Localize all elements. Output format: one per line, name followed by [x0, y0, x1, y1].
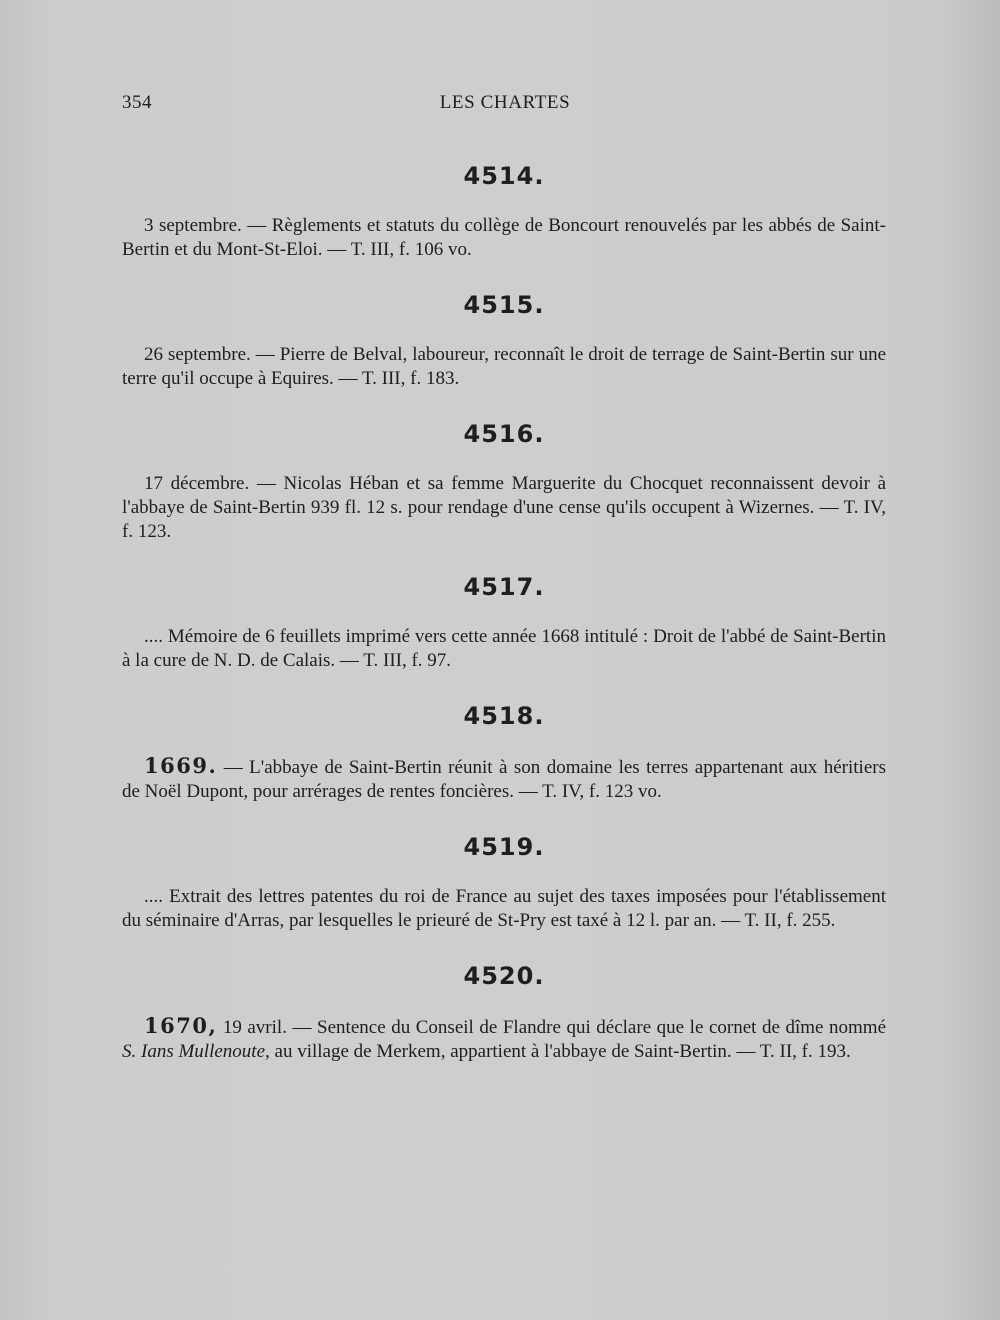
entry-body: — L'abbaye de Saint-Bertin réunit à son domaine les terres appartenant aux héritiers de Noël Dupont, pour arrérages de rentes foncières. — T. IV, f. 123 vo.	[122, 757, 886, 802]
entry-year: 1669.	[144, 753, 218, 778]
entry-year: 1670,	[144, 1013, 218, 1038]
entry-text: 17 décembre. — Nicolas Héban et sa femme Marguerite du Chocquet reconnaissent devoir à l'abbaye de Saint-Bertin 939 fl. 12 s. pour rendage d'une cense qu'ils occupent à Wizernes. — T. IV, f. 123.	[122, 473, 886, 542]
entry-number: 4515.	[463, 291, 545, 319]
entry-text: .... Extrait des lettres patentes du roi de France au sujet des taxes imposées pour l'établissement du séminaire d'Arras, par lesquelles le prieuré de St-Pry est taxé à 12 l. par an. — T. II, f. 255.	[122, 886, 886, 931]
charter-entry-4518	[122, 700, 886, 804]
charter-entry-4517	[122, 571, 886, 673]
page-edge-shading	[940, 0, 1000, 1320]
page-number: 354	[122, 92, 152, 113]
place-name-italic: S. Ians Mullenoute,	[122, 1041, 270, 1062]
entry-number: 4520.	[463, 962, 545, 990]
charter-entry-4520	[122, 960, 886, 1064]
entry-number: 4516.	[463, 420, 545, 448]
entry-number: 4518.	[463, 702, 545, 730]
running-title: LES CHARTES	[439, 92, 571, 113]
entry-number: 4519.	[463, 833, 545, 861]
entry-body-start: 19 avril. — Sentence du Conseil de Flandre qui déclare que le cornet de dîme nommé	[217, 1017, 886, 1038]
entry-text: 3 septembre. — Règlements et statuts du collège de Boncourt renouvelés par les abbés de Saint-Bertin et du Mont-St-Eloi. — T. III, f. 106 vo.	[122, 215, 886, 260]
entry-text: 26 septembre. — Pierre de Belval, laboureur, reconnaît le droit de terrage de Saint-Bertin sur une terre qu'il occupe à Equires. — T. III, f. 183.	[122, 344, 886, 389]
entry-text	[122, 1014, 886, 1064]
charter-entry-4519	[122, 831, 886, 933]
entry-body-end: au village de Merkem, appartient à l'abbaye de Saint-Bertin. — T. II, f. 193.	[269, 1041, 851, 1062]
charter-entry-4515	[122, 289, 886, 391]
charter-entries	[122, 160, 886, 1091]
entry-number: 4517.	[463, 573, 545, 601]
entry-number: 4514.	[463, 162, 545, 190]
charter-entry-4514	[122, 160, 886, 262]
entry-text	[122, 754, 886, 804]
running-head	[122, 92, 882, 120]
entry-text: .... Mémoire de 6 feuillets imprimé vers cette année 1668 intitulé : Droit de l'abbé de Saint-Bertin à la cure de N. D. de Calais. — T. III, f. 97.	[122, 626, 886, 671]
charter-entry-4516	[122, 418, 886, 544]
